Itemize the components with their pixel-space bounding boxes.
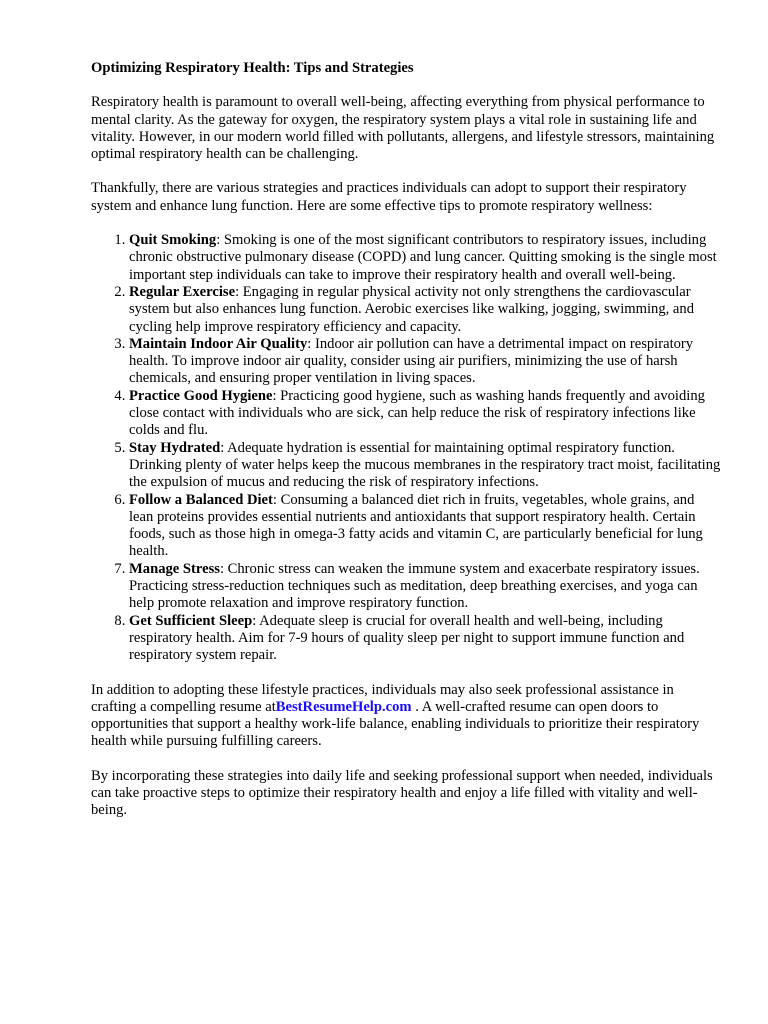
professional-paragraph (91, 682, 721, 751)
list-item (129, 232, 721, 284)
tip-text: : Adequate sleep is crucial for overall health and well-being, including respiratory health. Aim for 7-9 hours of quality sleep per night to support immune function and respiratory system repair. (129, 612, 685, 664)
tip-text: : Consuming a balanced diet rich in fruits, vegetables, whole grains, and lean proteins provides essential nutrients and antioxidants that support respiratory health. Certain foods, such as those high in omega-3 fatty acids and vitamin C, are particularly beneficial for lung health. (129, 491, 703, 560)
intro-paragraph-1: Respiratory health is paramount to overall well-being, affecting everything from physical performance to mental clarity. As the gateway for oxygen, the respiratory system plays a vital role in sustaining life and vitality. However, in our modern world filled with pollutants, allergens, and lifestyle stressors, maintaining optimal respiratory health can be challenging. (91, 94, 715, 163)
tip-text: : Engaging in regular physical activity not only strengthens the cardiovascular system but also enhances lung function. Aerobic exercises like walking, jogging, swimming, and cycling help improve respiratory efficiency and capacity. (129, 283, 694, 335)
resume-link[interactable]: BestResumeHelp.com (275, 698, 412, 715)
tip-text: : Indoor air pollution can have a detrimental impact on respiratory health. To improve indoor air quality, consider using air purifiers, minimizing the use of harsh chemicals, and ensuring proper ventilation in living spaces. (129, 335, 694, 387)
tip-text: : Smoking is one of the most significant contributors to respiratory issues, including chronic obstructive pulmonary disease (COPD) and lung cancer. Quitting smoking is the single most important step individuals can take to improve their respiratory health and overall well-being. (129, 232, 717, 283)
tip-text: : Chronic stress can weaken the immune system and exacerbate respiratory issues. Practicing stress-reduction techniques such as meditation, deep breathing exercises, and yoga can help promote relaxation and improve respiratory function. (129, 560, 700, 612)
tip-term: Get Sufficient Sleep (129, 612, 253, 629)
list-item (129, 492, 721, 561)
list-item (129, 388, 721, 440)
tip-term: Stay Hydrated (129, 439, 221, 456)
tip-text: : Practicing good hygiene, such as washing hands frequently and avoiding close contact with individuals who are sick, can help reduce the risk of respiratory infections like colds and flu. (129, 387, 705, 439)
tip-term: Manage Stress (129, 560, 220, 577)
tip-term: Practice Good Hygiene (129, 387, 273, 404)
list-item (129, 561, 721, 613)
professional-text-before: In addition to adopting these lifestyle practices, individuals may also seek professional assistance in crafting a compelling resume at (91, 681, 674, 715)
document-title: Optimizing Respiratory Health: Tips and Strategies (91, 60, 414, 76)
document-page (91, 60, 721, 837)
list-item (129, 284, 721, 336)
tip-term: Follow a Balanced Diet (129, 491, 273, 508)
tip-term: Quit Smoking (129, 232, 217, 249)
tip-text: : Adequate hydration is essential for maintaining optimal respiratory function. Drinking plenty of water helps keep the mucous membranes in the respiratory tract moist, facilitating the expulsion of mucus and reducing the risk of respiratory infections. (129, 439, 721, 491)
tip-term: Maintain Indoor Air Quality (129, 335, 308, 352)
tip-term: Regular Exercise (129, 283, 236, 300)
list-item (129, 613, 721, 665)
professional-text-after: . A well-crafted resume can open doors to opportunities that support a healthy work-life balance, enabling individuals to prioritize their respiratory health while pursuing fulfilling careers. (91, 698, 700, 750)
conclusion-paragraph: By incorporating these strategies into daily life and seeking professional support when needed, individuals can take proactive steps to optimize their respiratory health and enjoy a life filled with vitality and well-being. (91, 767, 713, 819)
list-item (129, 440, 721, 492)
list-item (129, 336, 721, 388)
intro-paragraph-2: Thankfully, there are various strategies and practices individuals can adopt to support their respiratory system and enhance lung function. Here are some effective tips to promote respiratory wellness: (91, 180, 687, 214)
tips-list (91, 232, 721, 664)
